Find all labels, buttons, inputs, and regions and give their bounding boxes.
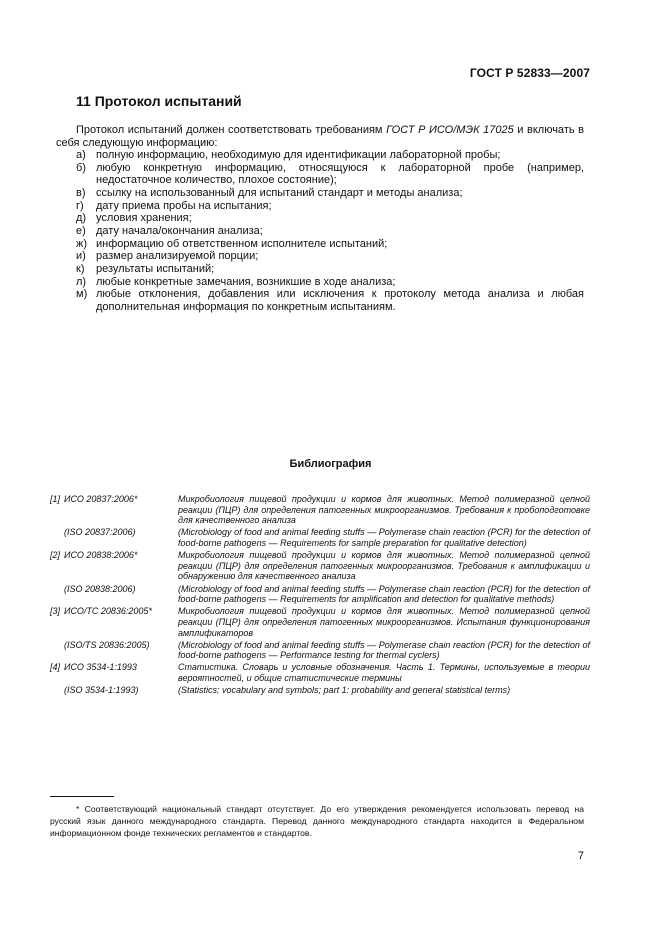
list-item	[56, 187, 584, 200]
list-item-marker: в)	[76, 186, 86, 199]
bibliography-row	[50, 606, 590, 639]
ref-code: ИСО 20838:2006*	[64, 550, 138, 561]
ref-number: [1]	[50, 494, 61, 504]
list-item	[56, 276, 584, 289]
standard-reference: ГОСТ Р ИСО/МЭК 17025	[386, 124, 514, 136]
list-item-text: любую конкретную информацию, относящуюся к лабораторной пробе (например, недостаточное количество, плохое состояние);	[96, 161, 584, 187]
list-item	[56, 250, 584, 263]
list-item	[56, 263, 584, 276]
ref-description: (Microbiology of food and animal feeding stuffs — Polymerase chain reaction (PCR) for the detection of food-borne pathogens — Performance testing for thermal cyclers)	[178, 639, 590, 661]
ref-code: (ISO/TS 20836:2005)	[64, 639, 150, 650]
bibliography-row	[50, 685, 590, 697]
list-item-text: ссылку на использованный для испытаний стандарт и методы анализа;	[96, 186, 463, 199]
ref-description: Микробиология пищевой продукции и кормов для животных. Метод полимеразной цепной реакции (ПЦР) для определения патогенных микроорганизмов. Требования к амплификации и обнаружению для качественного анализа	[178, 550, 590, 582]
ref-number: [4]	[50, 662, 61, 673]
list-item-text: условия хранения;	[96, 212, 192, 225]
intro-text-before: Протокол испытаний должен соответствовать требованиям	[76, 124, 387, 136]
list-item	[56, 238, 584, 251]
ref-description: (Microbiology of food and animal feeding stuffs — Polymerase chain reaction (PCR) for the detection of food-borne pathogens — Requirements for sample preparation for qualitative detection)	[178, 527, 590, 548]
list-item-marker: е)	[76, 224, 86, 237]
document-code: ГОСТ Р 52833—2007	[469, 66, 590, 80]
ref-description: (Microbiology of food and animal feeding stuffs — Polymerase chain reaction (PCR) for the detection of food-borne pathogens — Requirements for amplification and detection for qualitative methods)	[178, 583, 590, 605]
list-item-marker: д)	[76, 212, 87, 225]
list-item-marker: л)	[76, 275, 87, 288]
list-item-marker: а)	[76, 149, 86, 161]
list-item-marker: ж)	[76, 237, 88, 250]
list-item	[56, 200, 584, 213]
list-item-text: любые конкретные замечания, возникшие в ходе анализа;	[96, 275, 396, 288]
list-item-text: размер анализируемой порции;	[96, 250, 259, 263]
list-item-marker: г)	[76, 199, 84, 212]
bibliography-title: Библиография	[289, 458, 372, 470]
page-number: 7	[577, 850, 584, 862]
bibliography-row	[50, 640, 590, 663]
list-item-marker: и)	[76, 250, 86, 263]
requirements-list	[56, 149, 584, 314]
list-item-marker: м)	[76, 288, 88, 301]
list-item	[56, 225, 584, 238]
ref-code: (ISO 20837:2006)	[64, 527, 136, 538]
bibliography-row	[50, 584, 590, 607]
ref-description: Статистика. Словарь и условные обозначения. Часть 1. Термины, используемые в теории вероятностей, и общие статистические термины	[178, 662, 590, 684]
ref-number: [2]	[50, 550, 61, 561]
list-item-marker: б)	[76, 161, 86, 174]
ref-code: ИСО 20837:2006*	[64, 494, 138, 504]
intro-text-after: и включать в себя следующую информацию:	[56, 124, 584, 149]
list-item	[56, 162, 584, 187]
bibliography-table	[50, 494, 590, 697]
ref-number	[50, 685, 64, 697]
bibliography-row	[50, 662, 590, 685]
ref-number	[50, 640, 64, 663]
ref-number: [3]	[50, 606, 61, 617]
ref-description: Микробиология пищевой продукции и кормов для животных. Метод полимеразной цепной реакции (ПЦР) для определения патогенных микроорганизмов. Испытания функционирования амплификаторов	[178, 606, 590, 638]
list-item	[56, 288, 584, 313]
ref-code: ИСО/ТС 20836:2005*	[64, 606, 152, 617]
bibliography-row	[50, 494, 590, 527]
section-intro-paragraph	[56, 124, 584, 149]
bibliography-row	[50, 527, 590, 550]
ref-code: (ISO 20838:2006)	[64, 583, 136, 594]
list-item-marker: к)	[76, 263, 85, 275]
list-item-text: полную информацию, необходимую для идентификации лабораторной пробы;	[96, 149, 501, 161]
list-item-text: информацию об ответственном исполнителе испытаний;	[96, 237, 388, 250]
list-item	[56, 212, 584, 225]
list-item-text: дату начала/окончания анализа;	[96, 224, 263, 237]
bibliography-row	[50, 550, 590, 583]
footnote-divider	[50, 796, 114, 797]
ref-number	[50, 527, 64, 550]
section-title: 11 Протокол испытаний	[76, 93, 242, 109]
ref-code: ИСО 3534-1:1993	[64, 662, 137, 673]
footnote: * Соответствующий национальный стандарт отсутствует. До его утверждения рекомендуется использовать перевод на русский язык данного международного стандарта. Перевод данного международного стандарта находится в Федеральном информационном фонде технических регламентов и стандартов.	[50, 804, 584, 839]
ref-code: (ISO 3534-1:1993)	[64, 685, 139, 696]
list-item-text: результаты испытаний;	[96, 263, 215, 275]
ref-description: Микробиология пищевой продукции и кормов для животных. Метод полимеразной цепной реакции (ПЦР) для определения патогенных микроорганизмов. Требования к пробоподготовке для качественного анализа	[178, 494, 590, 526]
ref-number	[50, 584, 64, 607]
list-item-text: дату приема пробы на испытания;	[96, 199, 272, 212]
ref-description: (Statistics; vocabulary and symbols; part 1: probability and general statistical terms)	[178, 685, 511, 696]
list-item-text: любые отклонения, добавления или исключения к протоколу метода анализа и любая дополнительная информация по конкретным испытаниям.	[96, 288, 584, 313]
list-item	[56, 149, 584, 162]
